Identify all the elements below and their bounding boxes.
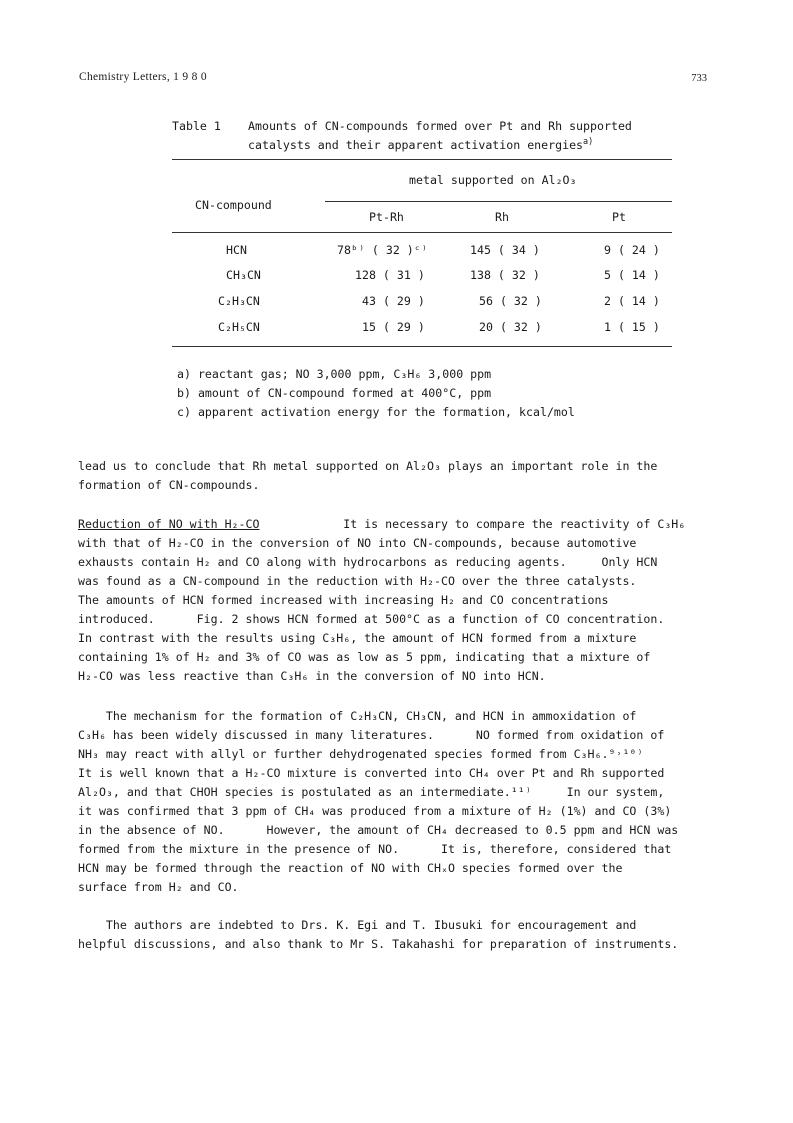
page-header bbox=[79, 71, 707, 87]
table-row-label: C₂H₅CN bbox=[218, 320, 260, 334]
table-label: Table 1 bbox=[172, 119, 221, 133]
footnote-c: c) apparent activation energy for the formation, kcal/mol bbox=[177, 405, 575, 419]
table-cell: 5 ( 14 ) bbox=[604, 268, 660, 282]
journal-name: Chemistry Letters, 1 9 8 0 bbox=[79, 71, 207, 83]
page-number: 733 bbox=[691, 73, 707, 84]
table-cell: 9 ( 24 ) bbox=[604, 243, 660, 257]
column-header-rh: Rh bbox=[495, 210, 509, 224]
footnote-b: b) amount of CN-compound formed at 400°C, ppm bbox=[177, 386, 492, 400]
table-cell: 78ᵇ⁾ ( 32 )ᶜ⁾ bbox=[337, 243, 428, 257]
table-footnotes bbox=[177, 365, 575, 422]
paragraph-acknowledgement: The authors are indebted to Drs. K. Egi and T. Ibusuki for encouragement and helpful discussions, and also thank to Mr S. Takahashi for preparation of instruments. bbox=[78, 918, 679, 951]
table-cell: 56 ( 32 ) bbox=[479, 294, 542, 308]
table-group-rule bbox=[325, 201, 672, 202]
table-cell: 138 ( 32 ) bbox=[470, 268, 540, 282]
table-cell: 2 ( 14 ) bbox=[604, 294, 660, 308]
column-header-pt-rh: Pt-Rh bbox=[369, 210, 404, 224]
column-header-pt: Pt bbox=[612, 210, 626, 224]
row-header: CN-compound bbox=[195, 198, 272, 212]
table-row-label: CH₃CN bbox=[226, 268, 261, 282]
table-row-label: HCN bbox=[226, 243, 247, 257]
caption-line-2: catalysts and their apparent activation energies bbox=[248, 138, 584, 152]
table-bottom-rule bbox=[172, 346, 672, 347]
paragraph-conclusion: lead us to conclude that Rh metal supported on Al₂O₃ plays an important role in the formation of CN-compounds. bbox=[78, 459, 658, 492]
caption-line-1: Amounts of CN-compounds formed over Pt and Rh supported bbox=[248, 119, 632, 133]
table-cell: 1 ( 15 ) bbox=[604, 320, 660, 334]
caption-footnote-mark: a) bbox=[583, 137, 594, 147]
group-header: metal supported on Al₂O₃ bbox=[409, 173, 577, 187]
table-cell: 15 ( 29 ) bbox=[362, 320, 425, 334]
table-row-label: C₂H₃CN bbox=[218, 294, 260, 308]
section-heading: Reduction of NO with H₂-CO bbox=[78, 517, 260, 531]
footnote-a: a) reactant gas; NO 3,000 ppm, C₃H₆ 3,000 ppm bbox=[177, 367, 492, 381]
table-cell: 128 ( 31 ) bbox=[355, 268, 425, 282]
table-header-rule bbox=[172, 232, 672, 233]
paragraph-mechanism: The mechanism for the formation of C₂H₃CN, CH₃CN, and HCN in ammoxidation of C₃H₆ has been widely discussed in many literatures. NO formed from oxidation of NH₃ may react with allyl or further dehydrogenated species formed from C₃H₆.⁹˒¹⁰⁾ It is well known that a H₂-CO mixture is converted into CH₄ over Pt and Rh supported Al₂O₃, and that CHOH species is postulated as an intermediate.¹¹⁾ In our system, it was confirmed that 3 ppm of CH₄ was produced from a mixture of H₂ (1%) and CO (3%) in the absence of NO. However, the amount of CH₄ decreased to 0.5 ppm and HCN was formed from the mixture in the presence of NO. It is, therefore, considered that HCN may be formed through the reaction of NO with CHₓO species formed over the surface from H₂ and CO. bbox=[78, 709, 679, 894]
table-top-rule bbox=[172, 159, 672, 160]
table-cell: 43 ( 29 ) bbox=[362, 294, 425, 308]
table-cell: 20 ( 32 ) bbox=[479, 320, 542, 334]
table-cell: 145 ( 34 ) bbox=[470, 243, 540, 257]
paragraph-h2-co: Reduction of NO with H₂-CO It is necessary to compare the reactivity of C₃H₆ with that of H₂-CO in the conversion of NO into CN-compounds, because automotive exhausts contain H₂ and CO along with hydrocarbons as reducing agents. Only HCN was found as a CN-compound in the reduction with H₂-CO over the three catalysts. The amounts of HCN formed increased with increasing H₂ and CO concentrations introduced. Fig. 2 shows HCN formed at 500°C as a function of CO concentration. In contrast with the results using C₃H₆, the amount of HCN formed from a mixture containing 1% of H₂ and 3% of CO was as low as 5 ppm, indicating that a mixture of H₂-CO was less reactive than C₃H₆ in the conversion of NO into HCN. bbox=[78, 517, 686, 683]
